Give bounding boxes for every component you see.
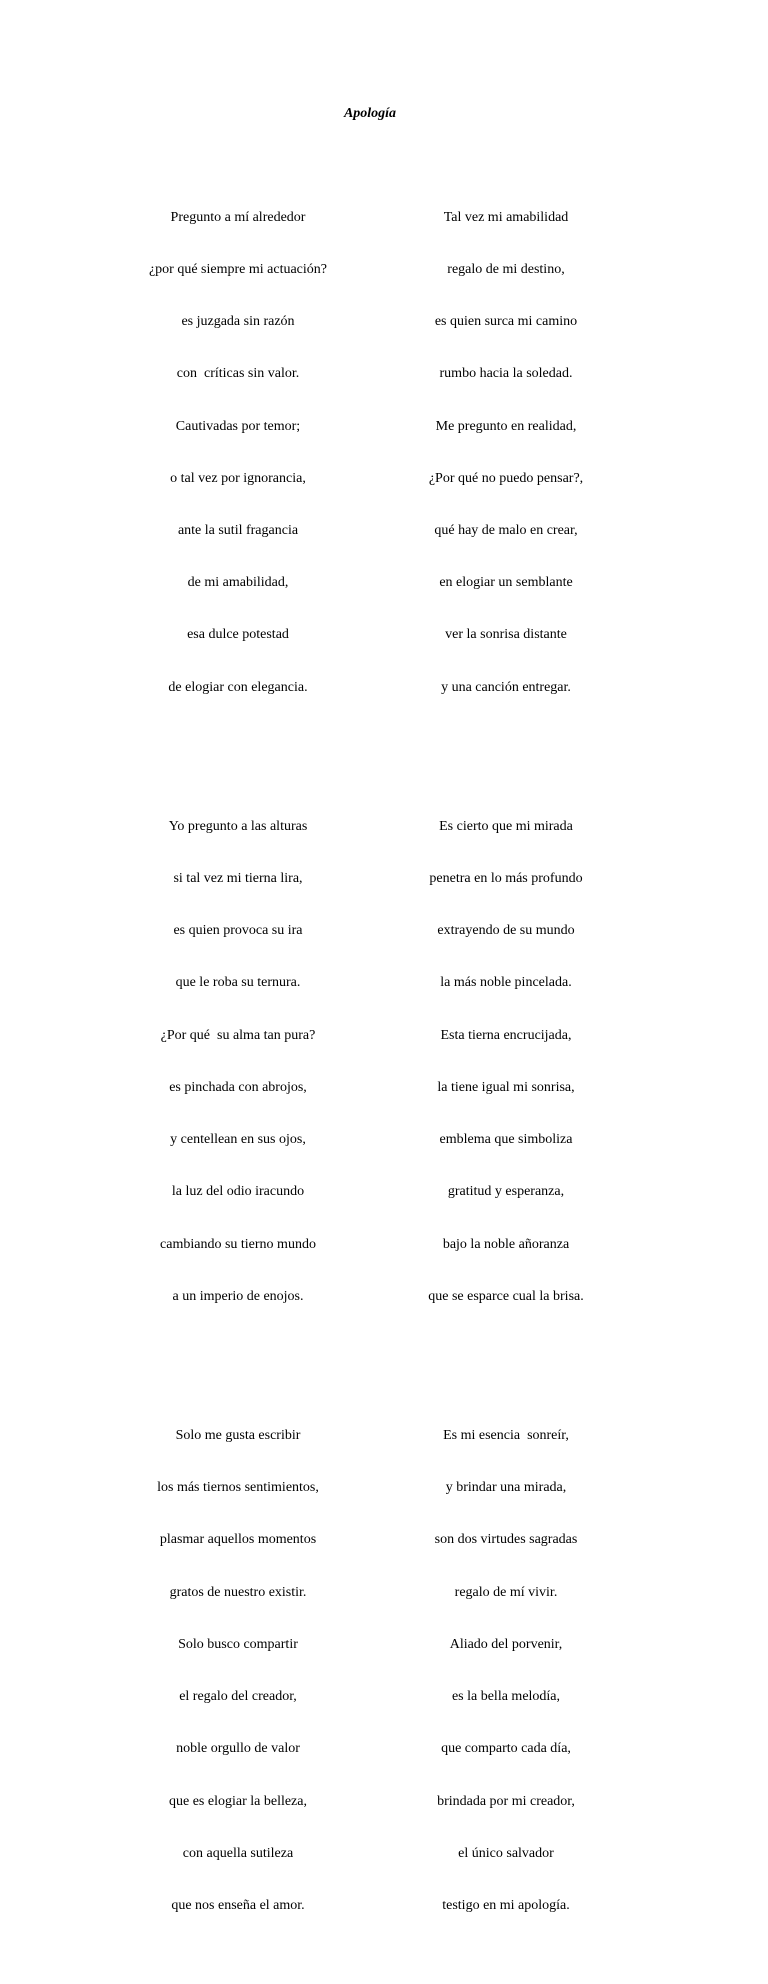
verse-line: o tal vez por ignorancia, [170, 470, 306, 486]
verse-line: Pregunto a mí alrededor [170, 209, 306, 225]
verse-line: y centellean en sus ojos, [170, 1132, 306, 1148]
verse-line: ¿Por qué no puedo pensar?, [428, 470, 584, 486]
verse-line: Es mi esencia sonreír, [443, 1428, 569, 1444]
verse-line: extrayendo de su mundo [437, 923, 575, 939]
verse-line: Yo pregunto a las alturas [168, 818, 308, 834]
verse-line: Solo me gusta escribir [175, 1428, 301, 1444]
verse-line: que nos enseña el amor. [171, 1898, 305, 1913]
verse-line: Tal vez mi amabilidad [443, 209, 569, 225]
verse-line: gratitud y esperanza, [447, 1184, 565, 1200]
verse-line: cambiando su tierno mundo [160, 1236, 316, 1252]
verse-line: emblema que simboliza [439, 1132, 573, 1148]
verse-line: gratos de nuestro existir. [169, 1584, 307, 1600]
verse-line: es quien provoca su ira [173, 923, 303, 939]
verse-line: a un imperio de enojos. [172, 1288, 304, 1304]
verse-line: es quien surca mi camino [434, 314, 578, 330]
verse-line: plasmar aquellos momentos [159, 1532, 317, 1548]
verse-line: testigo en mi apología. [442, 1898, 570, 1913]
verse-line: si tal vez mi tierna lira, [173, 871, 303, 887]
verse-line: los más tiernos sentimientos, [157, 1480, 319, 1496]
right-column [381, 139, 631, 1984]
verse-line: con críticas sin valor. [176, 366, 300, 382]
verse-line: regalo de mi destino, [447, 261, 565, 277]
verse-line: Esta tierna encrucijada, [440, 1027, 572, 1043]
verse-line: esa dulce potestad [187, 627, 289, 643]
verse-line: el regalo del creador, [179, 1689, 297, 1705]
verse-line: es juzgada sin razón [181, 314, 295, 330]
verse-line: que comparto cada día, [441, 1741, 571, 1757]
verse-line: penetra en lo más profundo [429, 871, 583, 887]
stanza-right-3 [381, 1392, 631, 1949]
verse-line: y una canción entregar. [441, 679, 571, 695]
verse-line: el único salvador [458, 1845, 554, 1861]
verse-line: es pinchada con abrojos, [169, 1079, 307, 1095]
verse-line: son dos virtudes sagradas [434, 1532, 578, 1548]
verse-line: la más noble pincelada. [440, 975, 572, 991]
verse-line: Cautivadas por temor; [175, 418, 301, 434]
verse-line: de elogiar con elegancia. [168, 679, 308, 695]
stanza-right-2 [381, 783, 631, 1340]
verse-line: Es cierto que mi mirada [439, 818, 573, 834]
verse-line: ver la sonrisa distante [445, 627, 567, 643]
verse-line: brindada por mi creador, [437, 1793, 575, 1809]
poem-title: Apología [343, 106, 397, 121]
verse-line: que le roba su ternura. [175, 975, 301, 991]
verse-line: noble orgullo de valor [176, 1741, 300, 1757]
verse-line: la luz del odio iracundo [171, 1184, 305, 1200]
stanza-right-1 [381, 174, 631, 731]
stanza-left-2 [113, 783, 363, 1340]
verse-line: rumbo hacia la soledad. [439, 366, 573, 382]
verse-line: ¿Por qué su alma tan pura? [160, 1027, 316, 1043]
verse-line: que se esparce cual la brisa. [428, 1288, 584, 1304]
verse-line: de mi amabilidad, [187, 575, 289, 591]
verse-line: Solo busco compartir [178, 1636, 298, 1652]
verse-line: la tiene igual mi sonrisa, [437, 1079, 575, 1095]
verse-line: con aquella sutileza [182, 1845, 294, 1861]
stanza-left-1 [113, 174, 363, 731]
verse-line: bajo la noble añoranza [442, 1236, 570, 1252]
verse-line: ¿por qué siempre mi actuación? [148, 261, 328, 277]
stanza-left-3 [113, 1392, 363, 1949]
verse-line: qué hay de malo en crear, [434, 522, 578, 538]
verse-line: en elogiar un semblante [439, 575, 573, 591]
verse-line: ante la sutil fragancia [177, 522, 299, 538]
verse-line: regalo de mí vivir. [454, 1584, 558, 1600]
verse-line: que es elogiar la belleza, [169, 1793, 307, 1809]
verse-line: Me pregunto en realidad, [435, 418, 577, 434]
verse-line: Aliado del porvenir, [449, 1636, 563, 1652]
verse-line: y brindar una mirada, [445, 1480, 567, 1496]
left-column [113, 139, 363, 1984]
verse-line: es la bella melodía, [451, 1689, 561, 1705]
